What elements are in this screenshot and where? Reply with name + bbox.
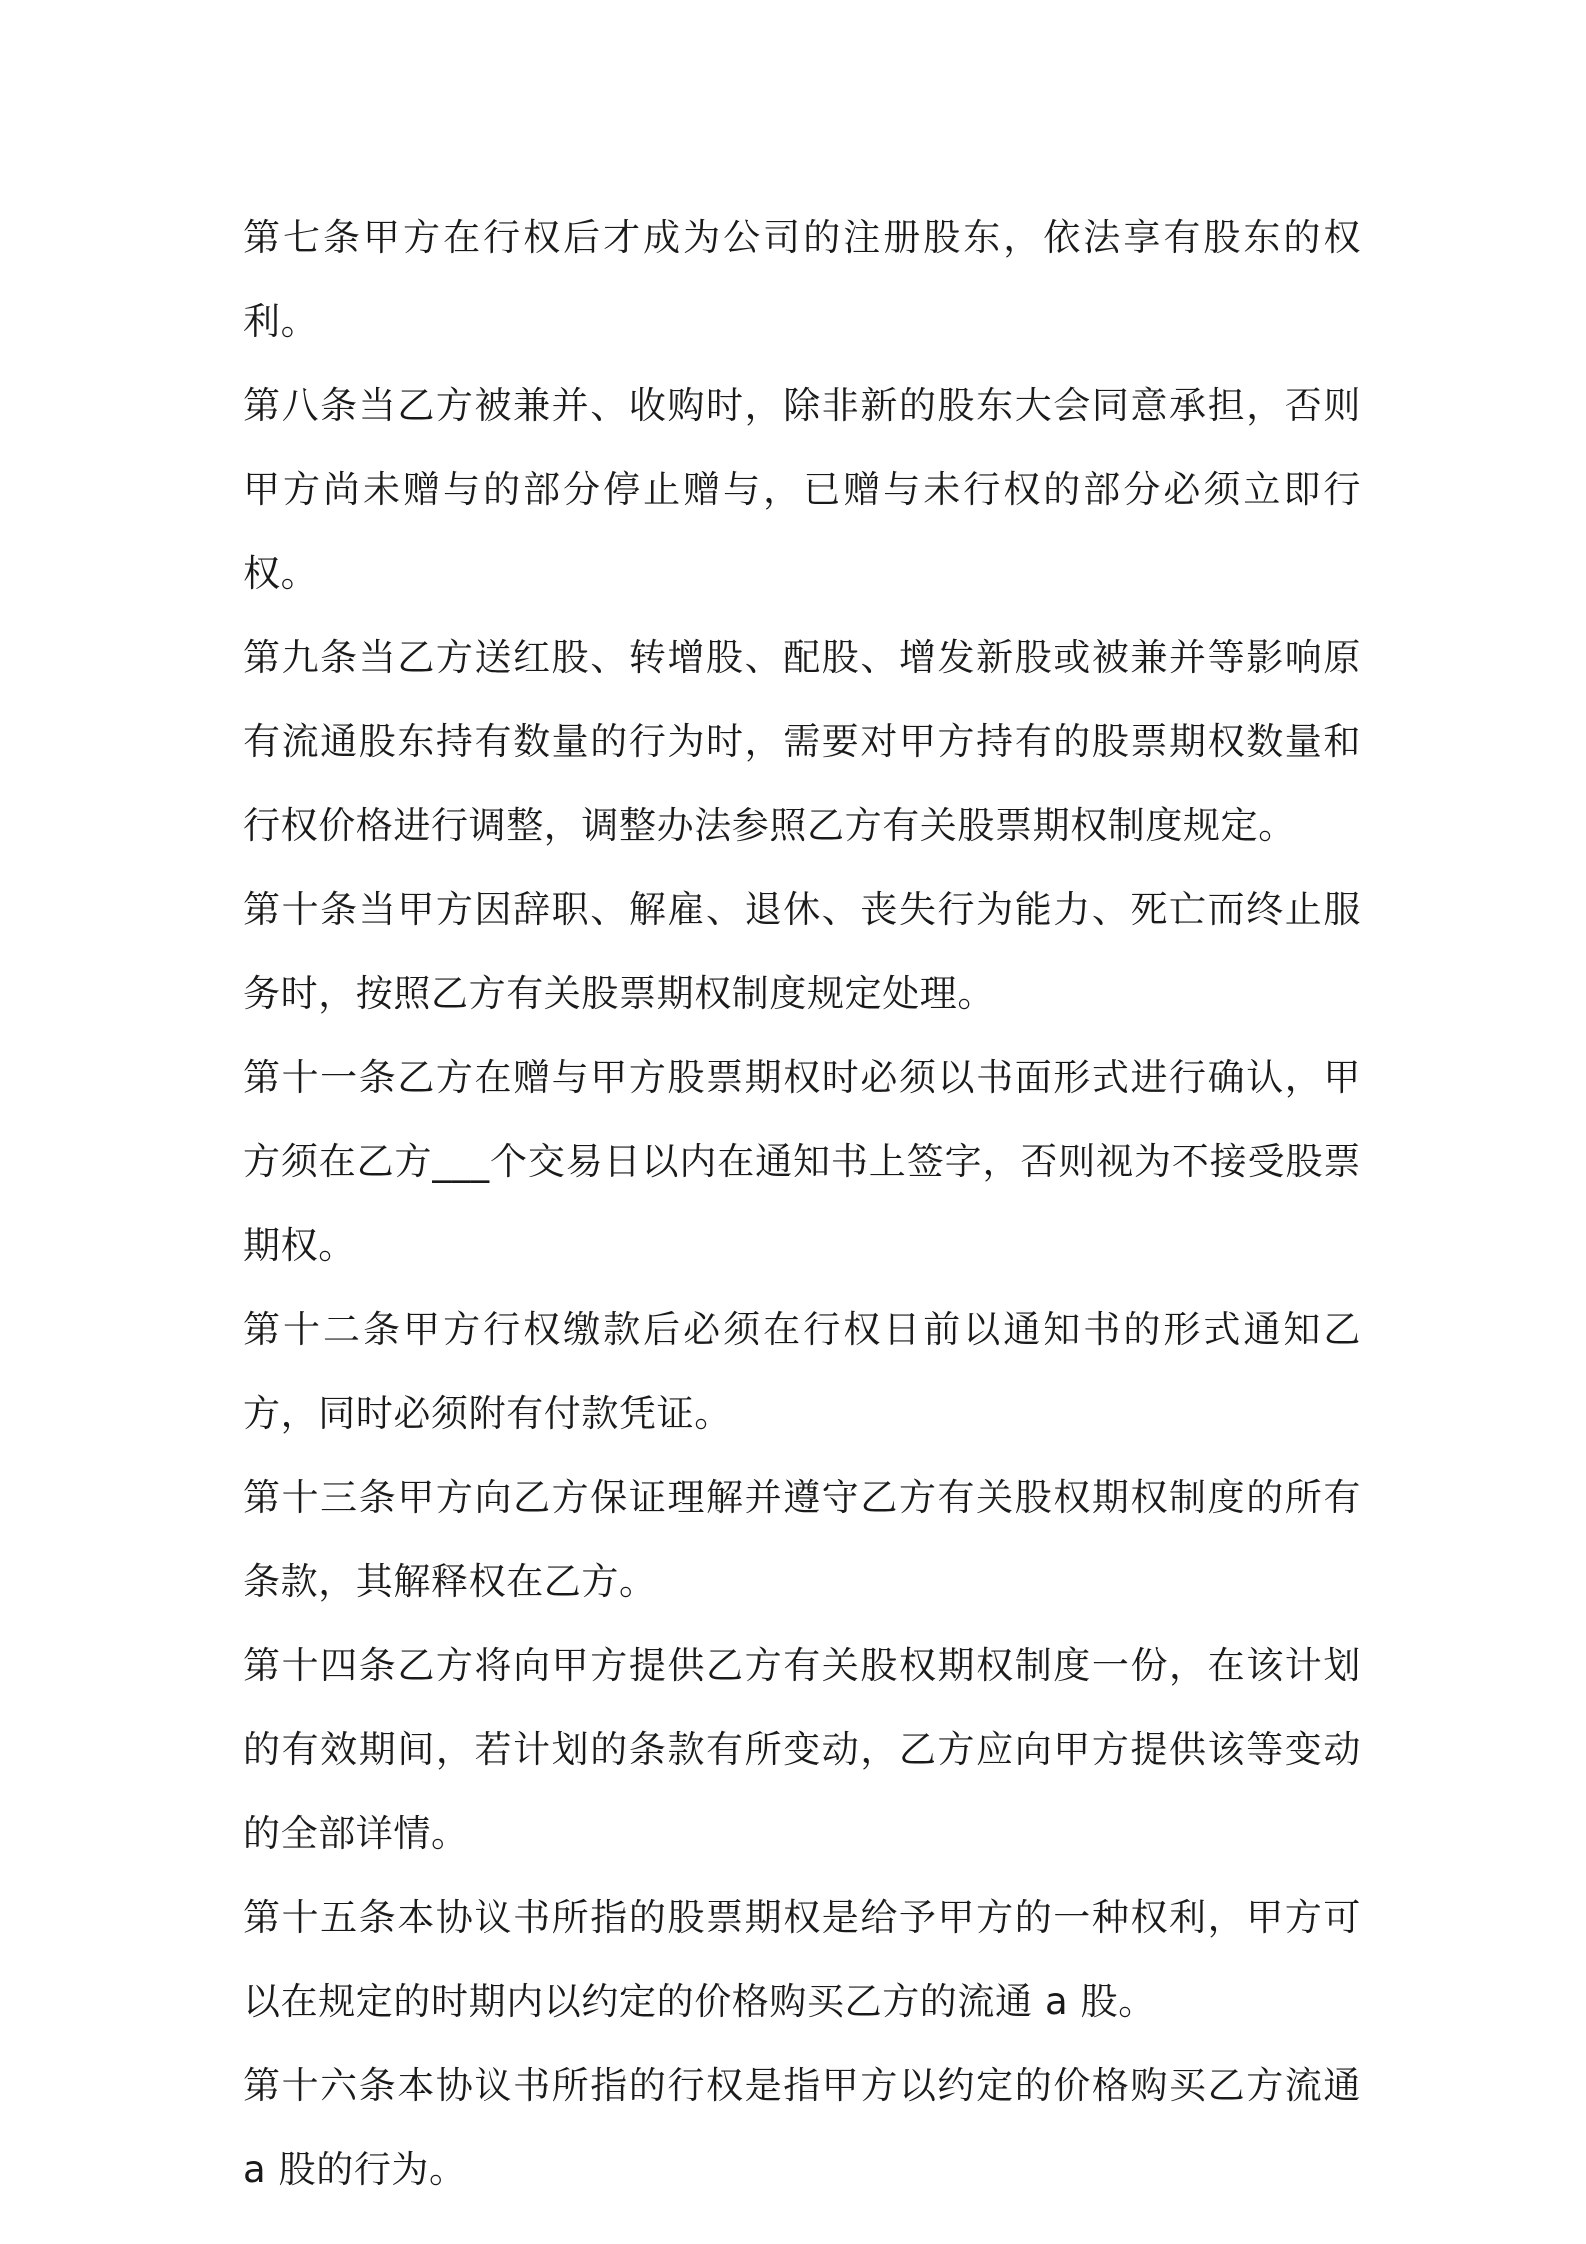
article-9-paragraph: 第九条当乙方送红股、转增股、配股、增发新股或被兼并等影响原有流通股东持有数量的行为时，需要对甲方持有的股票期权数量和行权价格进行调整，调整办法参照乙方有关股票期权制度规定。 [243,636,1361,847]
document-body [243,196,1361,2212]
article-7-paragraph: 第七条甲方在行权后才成为公司的注册股东，依法享有股东的权利。 [243,216,1361,343]
article-16-paragraph: 第十六条本协议书所指的行权是指甲方以约定的价格购买乙方流通 a 股的行为。 [243,2064,1361,2191]
article-13-paragraph: 第十三条甲方向乙方保证理解并遵守乙方有关股权期权制度的所有条款，其解释权在乙方。 [243,1476,1361,1603]
article-12-paragraph: 第十二条甲方行权缴款后必须在行权日前以通知书的形式通知乙方，同时必须附有付款凭证。 [243,1308,1361,1435]
article-8-paragraph: 第八条当乙方被兼并、收购时，除非新的股东大会同意承担，否则甲方尚未赠与的部分停止赠与，已赠与未行权的部分必须立即行权。 [243,384,1361,595]
article-11-paragraph: 第十一条乙方在赠与甲方股票期权时必须以书面形式进行确认，甲方须在乙方___个交易日以内在通知书上签字，否则视为不接受股票期权。 [243,1056,1361,1267]
article-14-paragraph: 第十四条乙方将向甲方提供乙方有关股权期权制度一份，在该计划的有效期间，若计划的条款有所变动，乙方应向甲方提供该等变动的全部详情。 [243,1644,1361,1855]
article-10-paragraph: 第十条当甲方因辞职、解雇、退休、丧失行为能力、死亡而终止服务时，按照乙方有关股票期权制度规定处理。 [243,888,1361,1015]
article-15-paragraph: 第十五条本协议书所指的股票期权是给予甲方的一种权利，甲方可以在规定的时期内以约定的价格购买乙方的流通 a 股。 [243,1896,1361,2023]
